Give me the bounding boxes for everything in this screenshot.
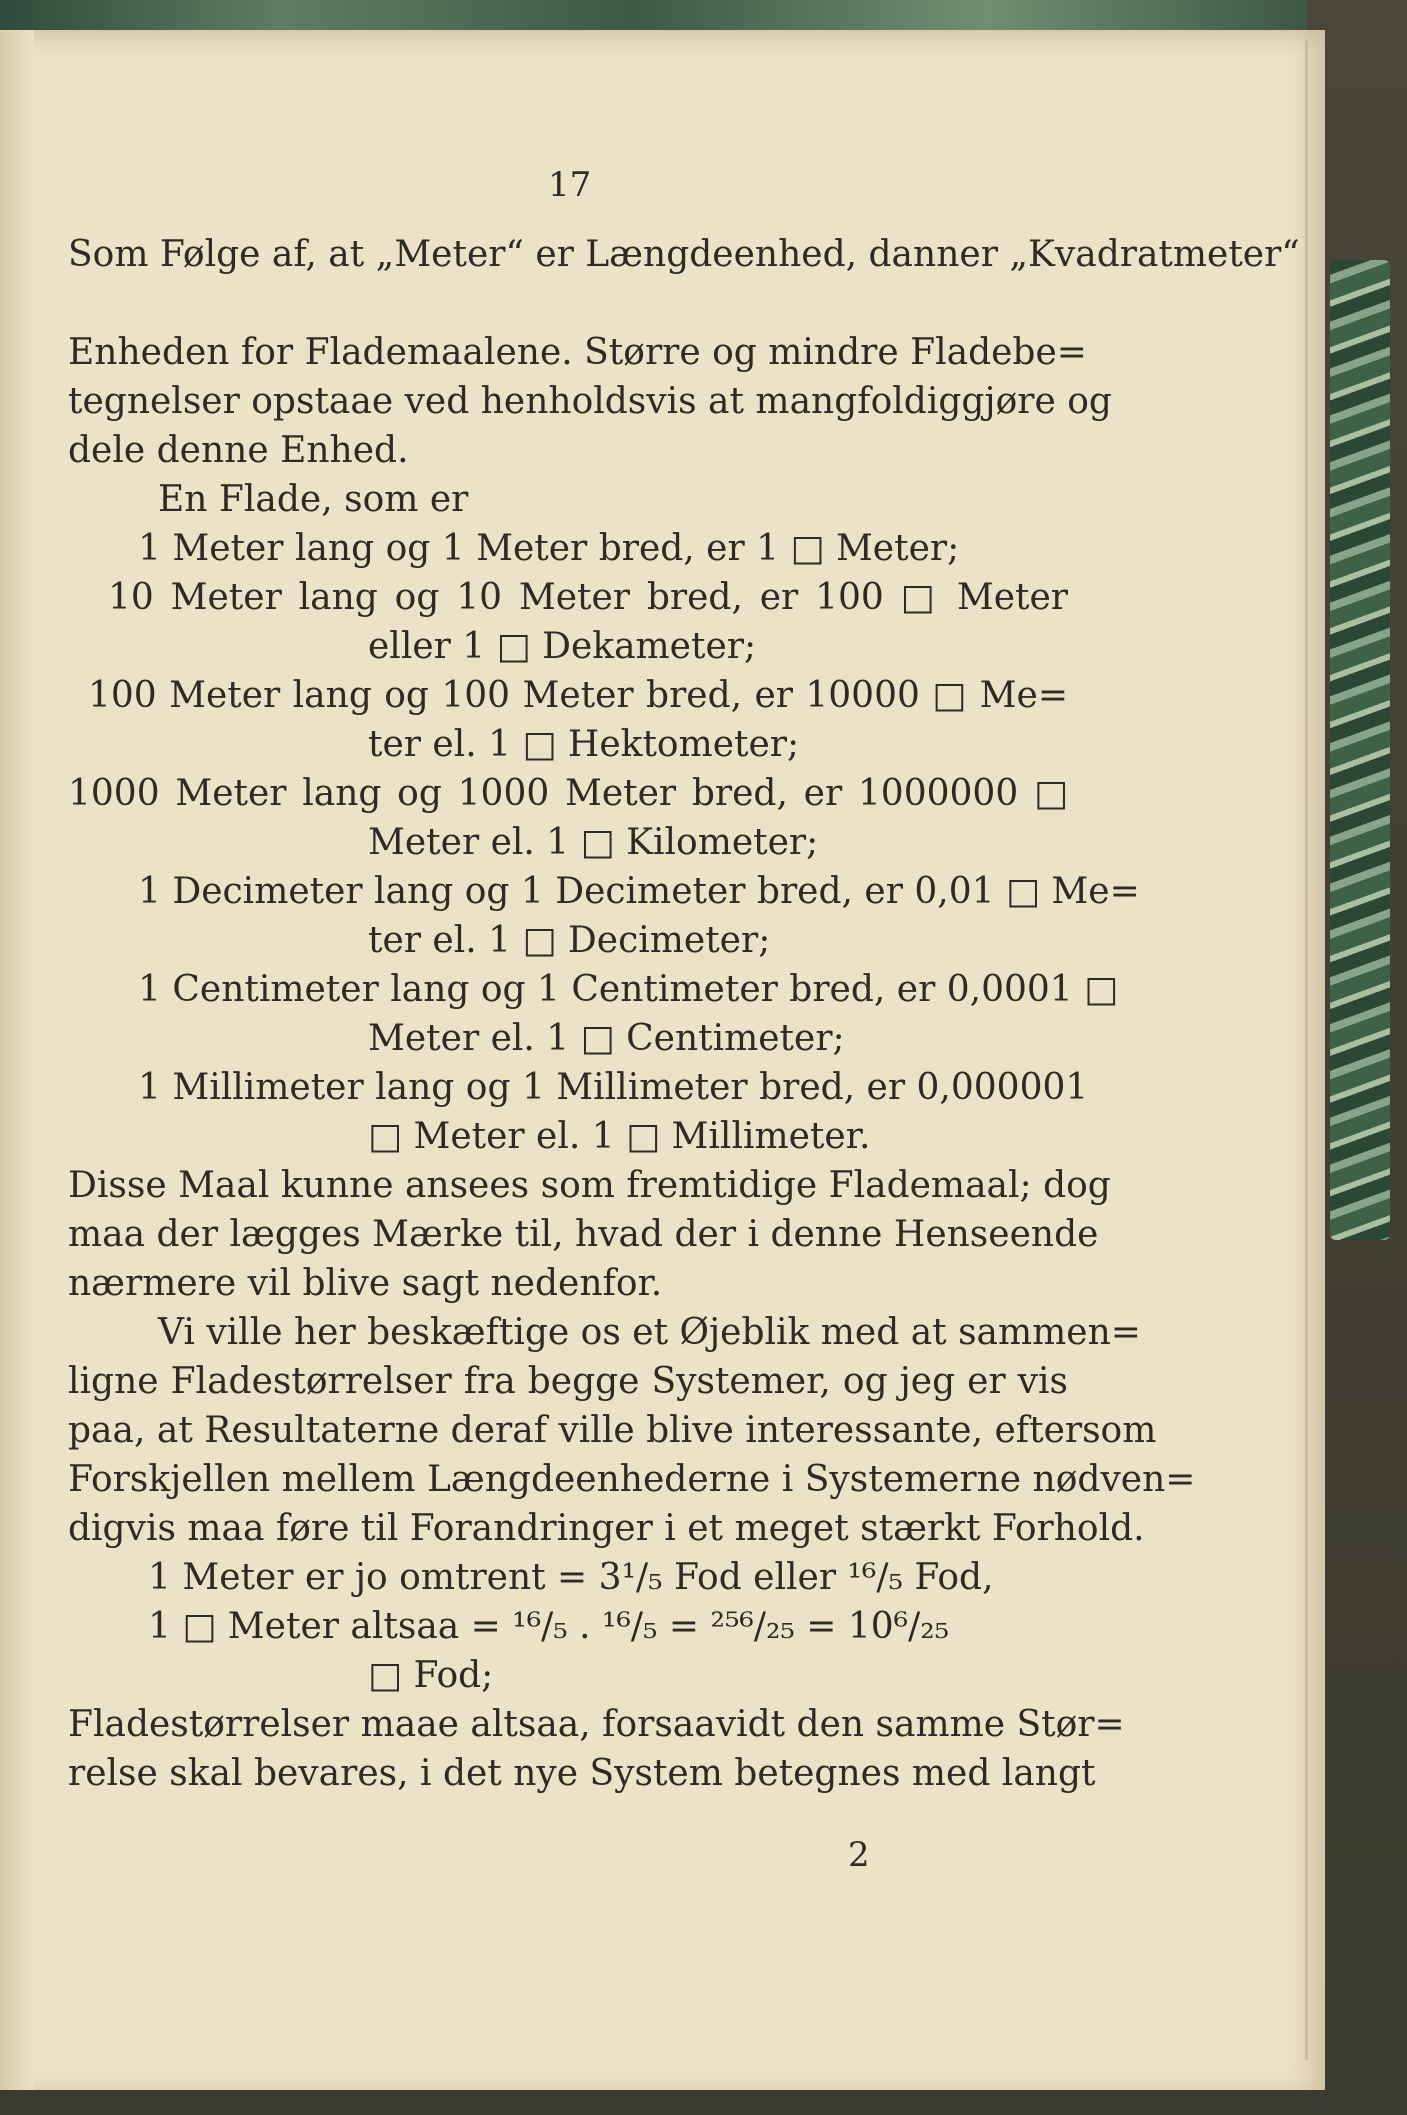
- text-line-31: relse skal bevares, i det nye System betegnes med langt: [68, 1753, 1096, 1794]
- text-line-4: dele denne Enhed.: [68, 430, 409, 471]
- signature-number: 2: [848, 1835, 870, 1875]
- text-line-10: ter el. 1 □ Hektometer;: [368, 724, 800, 765]
- text-line-21: nærmere vil blive sagt nedenfor.: [68, 1263, 663, 1304]
- text-line-13: 1 Decimeter lang og 1 Decimeter bred, er 0,01 □ Me=: [138, 871, 1140, 912]
- text-line-12: Meter el. 1 □ Kilometer;: [368, 822, 819, 863]
- page-gutter: [0, 30, 34, 2090]
- text-line-26: digvis maa føre til Forandringer i et meget stærkt Forhold.: [68, 1508, 1145, 1549]
- text-line-23: ligne Fladestørrelser fra begge Systemer, og jeg er vis: [68, 1361, 1068, 1402]
- text-line-9: 100 Meter lang og 100 Meter bred, er 10000 □ Me=: [88, 675, 1068, 716]
- text-line-17: 1 Millimeter lang og 1 Millimeter bred, er 0,000001: [138, 1067, 1089, 1108]
- text-line-29: □ Fod;: [368, 1655, 494, 1696]
- page-number: 17: [548, 165, 592, 205]
- text-line-1: Som Følge af, at „Meter“ er Længdeenhed, danner „Kvadratmeter“: [68, 234, 1300, 275]
- text-line-6: 1 Meter lang og 1 Meter bred, er 1 □ Meter;: [138, 528, 960, 569]
- text-line-8: eller 1 □ Dekameter;: [368, 626, 757, 667]
- text-line-15: 1 Centimeter lang og 1 Centimeter bred, er 0,0001 □: [138, 969, 1119, 1010]
- text-line-14: ter el. 1 □ Decimeter;: [368, 920, 771, 961]
- text-line-2: Enheden for Flademaalene. Større og mindre Fladebe=: [68, 332, 1087, 373]
- text-line-16: Meter el. 1 □ Centimeter;: [368, 1018, 845, 1059]
- text-line-20: maa der lægges Mærke til, hvad der i denne Henseende: [68, 1214, 1099, 1255]
- text-line-7: 10 Meter lang og 10 Meter bred, er 100 □ Meter: [108, 577, 1068, 618]
- text-line-24: paa, at Resultaterne deraf ville blive interessante, eftersom: [68, 1410, 1157, 1451]
- text-line-28: 1 □ Meter altsaa = ¹⁶/₅ . ¹⁶/₅ = ²⁵⁶/₂₅ = 10⁶/₂₅: [148, 1606, 950, 1647]
- text-line-27: 1 Meter er jo omtrent = 3¹/₅ Fod eller ¹⁶/₅ Fod,: [148, 1557, 994, 1598]
- text-line-30: Fladestørrelser maae altsaa, forsaavidt den samme Stør=: [68, 1704, 1125, 1745]
- text-line-3: tegnelser opstaae ved henholdsvis at mangfoldiggjøre og: [68, 381, 1112, 422]
- page-text: [68, 0, 1300, 2115]
- text-line-25: Forskjellen mellem Længdeenhederne i Systemerne nødven=: [68, 1459, 1196, 1500]
- text-line-5: En Flade, som er: [158, 479, 469, 520]
- text-line-11: 1000 Meter lang og 1000 Meter bred, er 1000000 □: [68, 773, 1068, 814]
- text-line-22: Vi ville her beskæftige os et Øjeblik med at sammen=: [158, 1312, 1141, 1353]
- text-line-18: □ Meter el. 1 □ Millimeter.: [368, 1116, 871, 1157]
- text-line-19: Disse Maal kunne ansees som fremtidige Flademaal; dog: [68, 1165, 1111, 1206]
